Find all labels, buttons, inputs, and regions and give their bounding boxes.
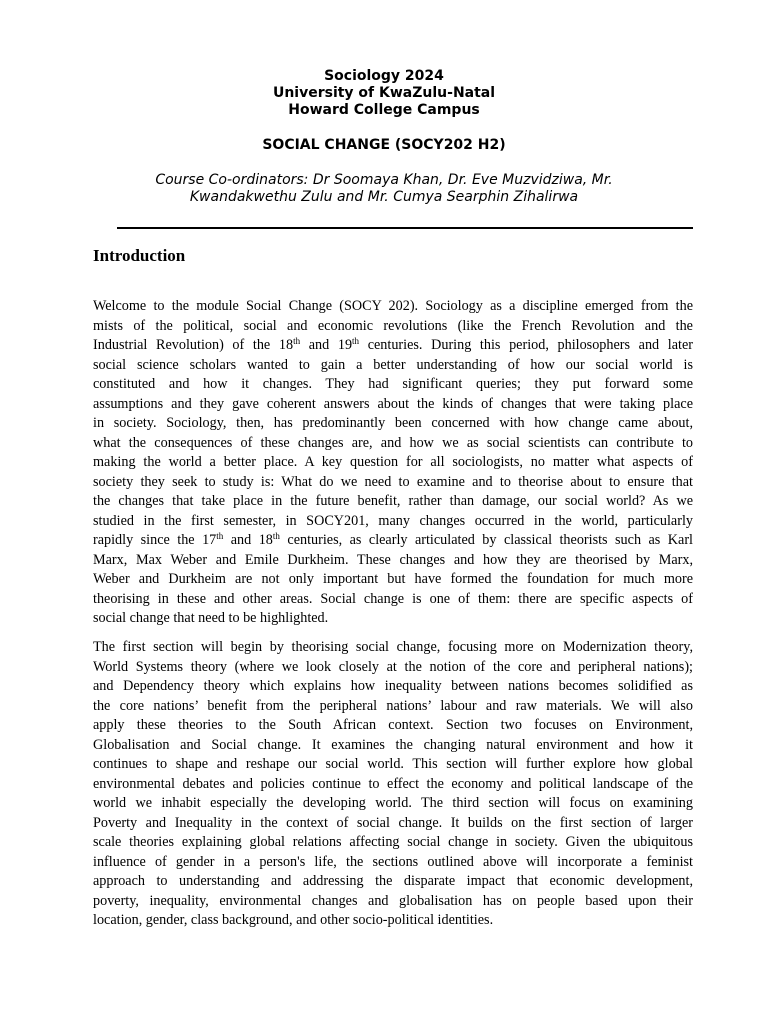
paragraph-line: Industrial Revolution) of the 18th and 19th centuries. During this period, philosophers and later [93, 336, 693, 353]
paragraph-line: World Systems theory (where we look closely at the notion of the core and peripheral nations); [93, 658, 693, 675]
paragraph-line: location, gender, class background, and other socio-political identities. [93, 912, 494, 928]
introduction-paragraph-1 [93, 297, 693, 629]
paragraph-line: studied in the first semester, in SOCY201, many changes occurred in the world, particularly [93, 512, 693, 529]
coordinators-line-2: Kwandakwethu Zulu and Mr. Cumya Searphin Zihalirwa [189, 189, 579, 205]
header-divider [117, 227, 693, 229]
paragraph-line: and Dependency theory which explains how inequality between nations becomes solidified as [93, 678, 693, 694]
paragraph-line: The first section will begin by theorising social change, focusing more on Modernization theory, [93, 639, 693, 655]
course-title: SOCIAL CHANGE (SOCY202 H2) [262, 137, 506, 153]
paragraph-line: continues to shape and reshape our social world. This section will further explore how global [93, 756, 693, 772]
paragraph-line: the changes that take place in the future benefit, rather than damage, our social world? As we [93, 493, 693, 509]
paragraph-line: poverty, inequality, environmental changes and globalisation has on people based upon their [93, 892, 693, 909]
paragraph-line: rapidly since the 17th and 18th centuries, as clearly articulated by classical theorists such as Karl [93, 531, 693, 548]
introduction-paragraph-2 [93, 638, 693, 931]
paragraph-line: world we inhabit especially the developing world. The third section will focus on examining [93, 795, 693, 811]
paragraph-line: environmental debates and policies continue to effect the economy and political landscape of the [93, 775, 693, 792]
paragraph-line: Welcome to the module Social Change (SOCY 202). Sociology as a discipline emerged from the [93, 298, 693, 314]
paragraph-line: Poverty and Inequality in the context of social change. It builds on the first section of larger [93, 814, 693, 831]
paragraph-line: Globalisation and Social change. It examines the changing natural environment and how it [93, 736, 693, 753]
section-heading-introduction: Introduction [93, 246, 186, 265]
paragraph-line: influence of gender in a person's life, the sections outlined above will incorporate a feminist [93, 853, 693, 870]
header-line-campus: Howard College Campus [288, 102, 480, 118]
header-line-sociology-2024: Sociology 2024 [324, 68, 444, 84]
paragraph-line: what the consequences of these changes are, and how we as social scientists can contribute to [93, 434, 693, 451]
paragraph-line: the core nations’ benefit from the peripheral nations’ labour and raw materials. We will also [93, 697, 693, 714]
paragraph-line: society they seek to study is: What do we need to examine and to theorise about to ensure that [93, 473, 693, 490]
paragraph-line: Weber and Durkheim are not only important but have formed the foundation for much more [93, 571, 693, 587]
paragraph-line: constituted and how it changes. They had significant queries; they put forward some [93, 376, 693, 392]
paragraph-line: Marx, Max Weber and Emile Durkheim. These changes and how they are theorised by Marx, [93, 551, 693, 568]
document-header [0, 68, 768, 206]
paragraph-line: approach to understanding and addressing the disparate impact that economic development, [93, 873, 693, 889]
header-line-university: University of KwaZulu-Natal [272, 85, 496, 101]
paragraph-line: theorising in these and other areas. Social change is one of them: there are specific aspects of [93, 590, 693, 607]
paragraph-line: social change that need to be highlighted. [93, 610, 329, 626]
paragraph-line: making the world a better place. A key question for all sociologists, no matter what aspects of [93, 454, 693, 470]
paragraph-line: mists of the political, social and economic revolutions (like the French Revolution and the [93, 317, 693, 334]
paragraph-line: social science scholars wanted to gain a better understanding of how our social world is [93, 356, 693, 373]
paragraph-line: scale theories explaining global relations affecting social change in society. Given the ubiquitous [93, 834, 693, 850]
paragraph-line: assumptions and they gave coherent answers about the kinds of changes that were taking place [93, 395, 693, 412]
paragraph-line: apply these theories to the South African context. Section two focuses on Environment, [93, 717, 693, 733]
coordinators-line-1: Course Co-ordinators: Dr Soomaya Khan, Dr. Eve Muzvidziwa, Mr. [155, 172, 613, 188]
paragraph-line: in society. Sociology, then, has predominantly been concerned with how change came about, [93, 415, 693, 431]
course-coordinators [104, 172, 664, 206]
